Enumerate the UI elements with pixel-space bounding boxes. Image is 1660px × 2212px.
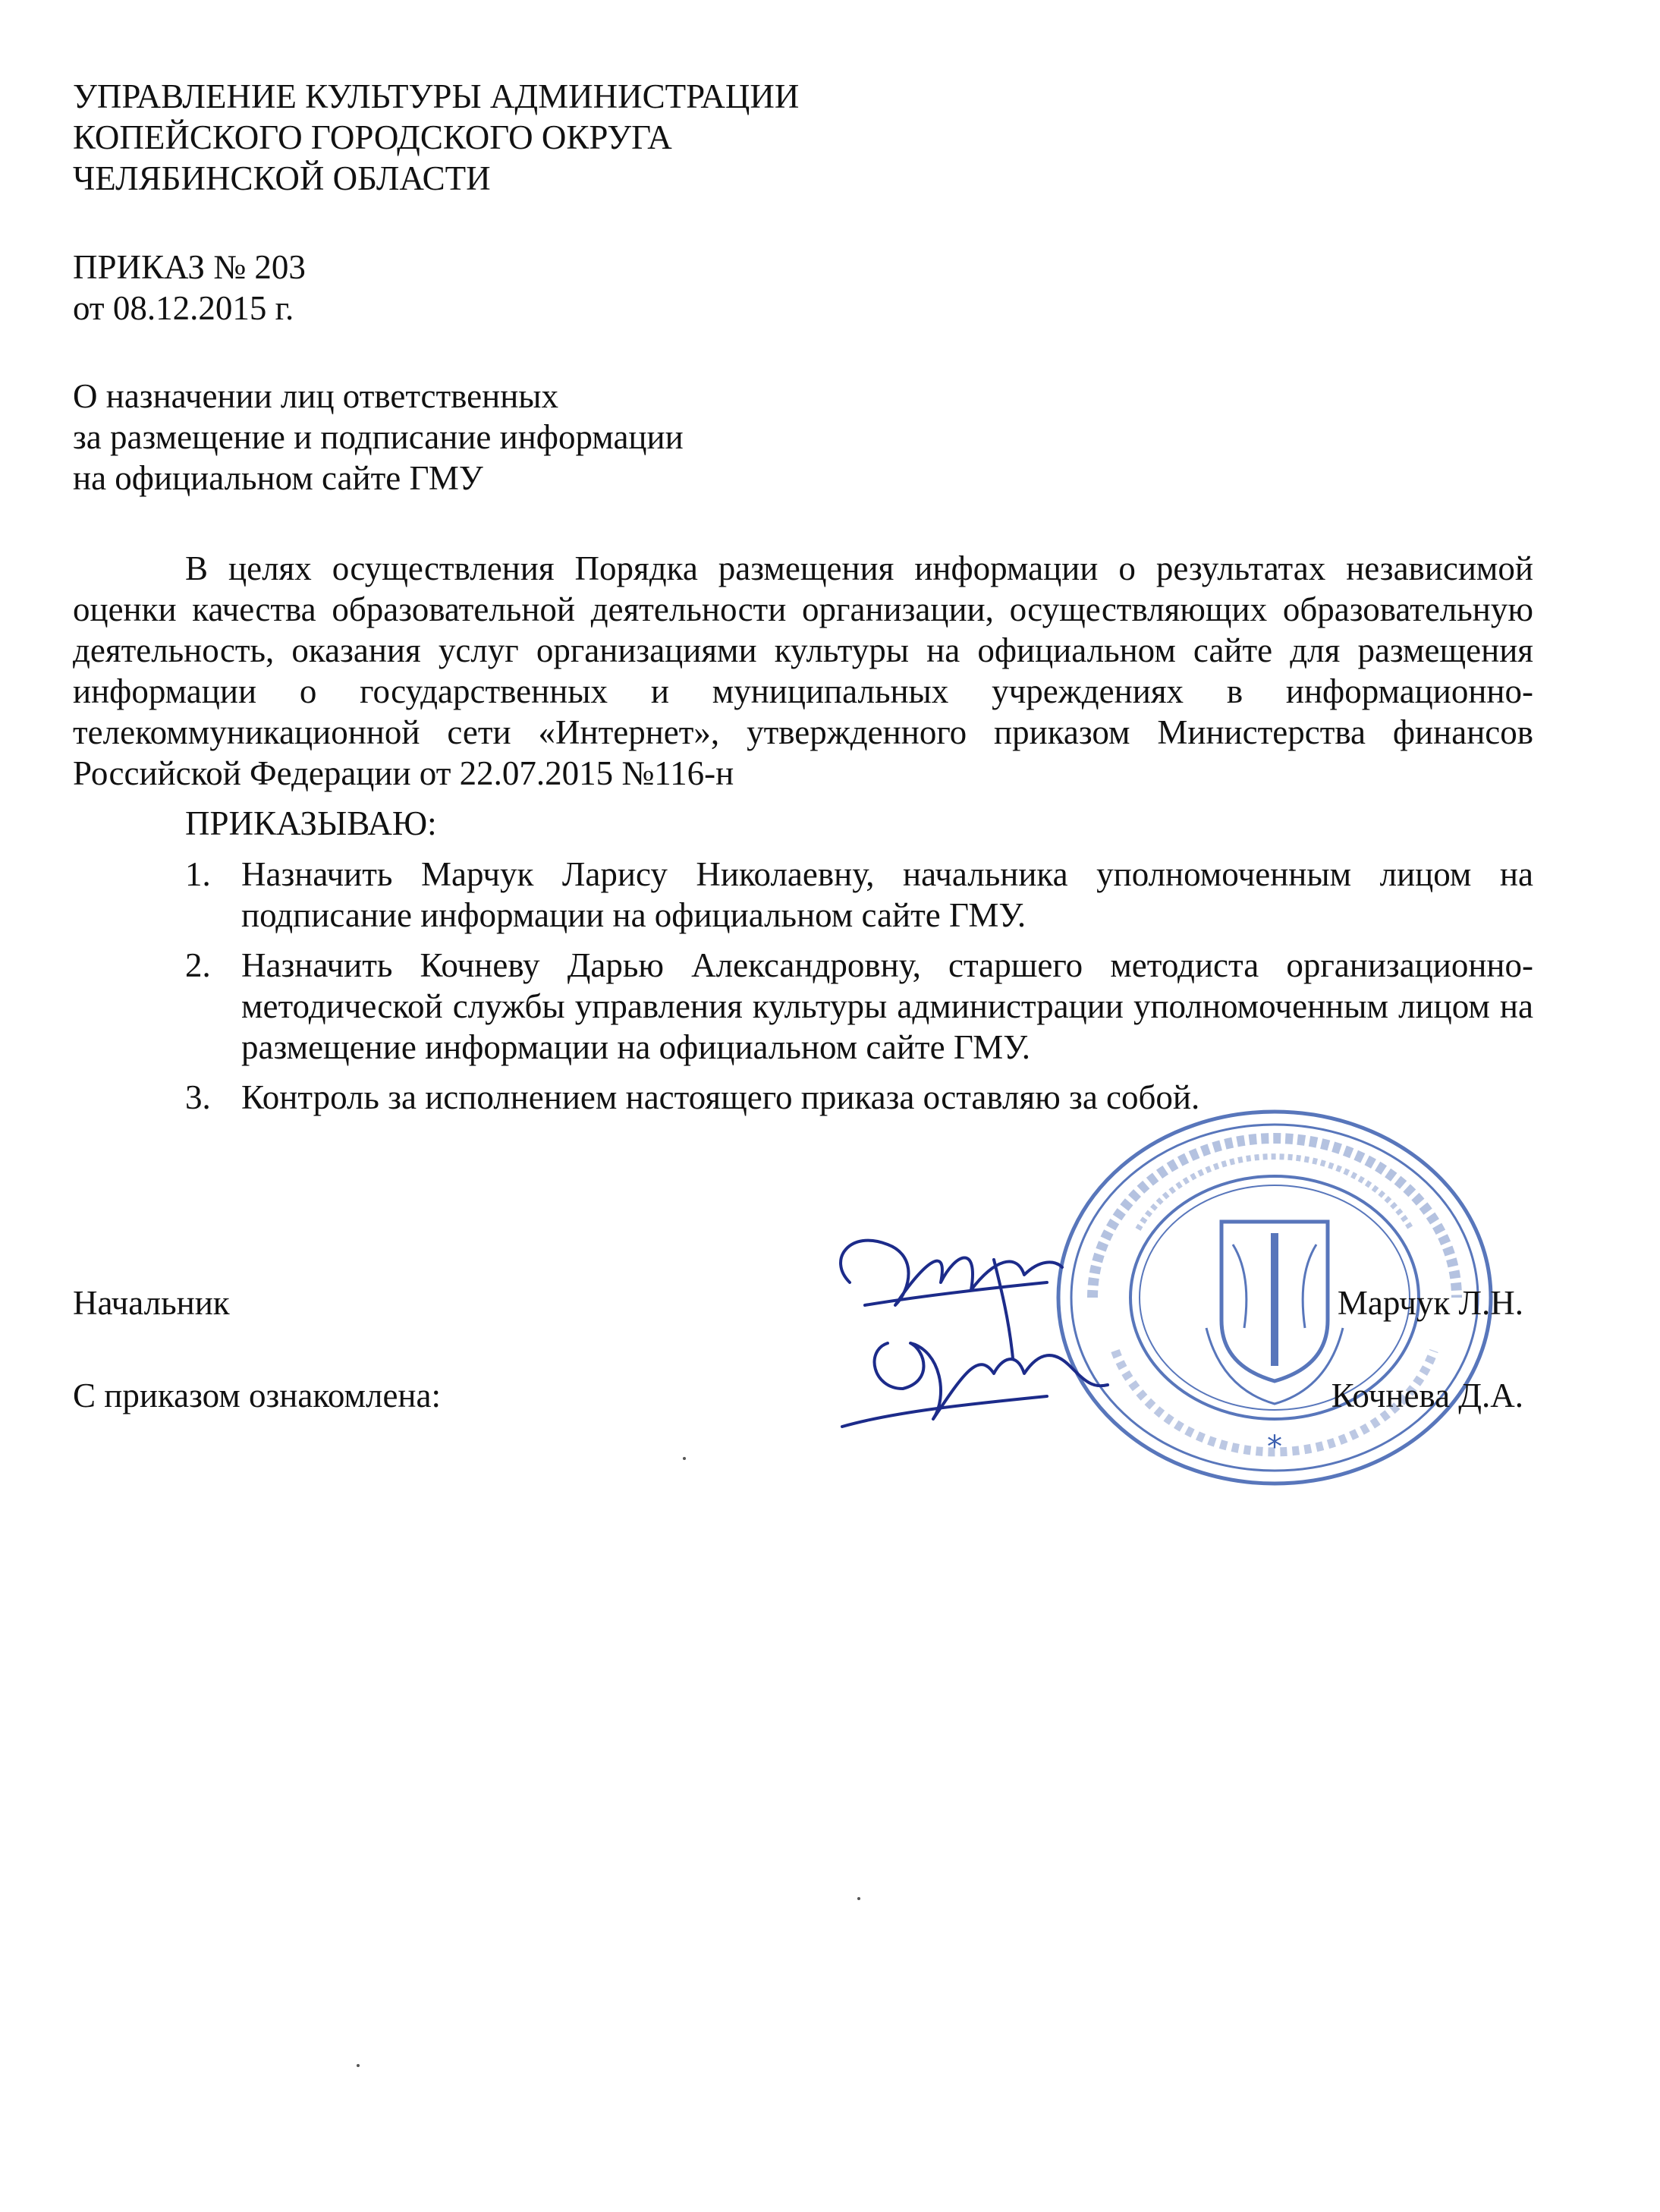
order-item-number: 3. (185, 1078, 211, 1116)
handwritten-signatures (819, 1199, 1184, 1442)
acknowledged-name: Кочнева Д.А. (1331, 1377, 1523, 1414)
order-number: ПРИКАЗ № 203 (73, 248, 306, 286)
header-line-3: ЧЕЛЯБИНСКОЙ ОБЛАСТИ (73, 159, 491, 197)
order-item-number: 1. (185, 855, 211, 893)
order-item-text: Контроль за исполнением настоящего приказа оставляю за собой. (241, 1078, 1200, 1116)
order-subject (73, 376, 684, 499)
order-date: от 08.12.2015 г. (73, 289, 294, 327)
order-items-list (73, 854, 1533, 1127)
order-verb: ПРИКАЗЫВАЮ: (185, 804, 437, 842)
subject-line-1: О назначении лиц ответственных (73, 377, 559, 415)
svg-text:*: * (1267, 1430, 1282, 1465)
head-name: Марчук Л.Н. (1337, 1284, 1523, 1322)
order-title-block (73, 247, 306, 329)
scan-speck (857, 1897, 860, 1900)
preamble-paragraph: В целях осуществления Порядка размещения информации о результатах независимой оценки качества образовательной деятельности организации, осуществляющих образовательную деятельность, оказания услуг организациями культуры на официальном сайте для размещения информации о государственных и муниципальных учреждениях в информационно-телекоммуникационной сети «Интернет», утвержденного приказом Министерства финансов Российской Федерации от 22.07.2015 №116-н (73, 549, 1533, 792)
header-line-1: УПРАВЛЕНИЕ КУЛЬТУРЫ АДМИНИСТРАЦИИ (73, 77, 800, 115)
scan-speck (357, 2064, 360, 2067)
scan-speck (683, 1457, 686, 1460)
head-position-label: Начальник (73, 1284, 230, 1322)
subject-line-2: за размещение и подписание информации (73, 418, 684, 456)
order-item-text: Назначить Марчук Ларису Николаевну, начальника уполномоченным лицом на подписание информации на официальном сайте ГМУ. (241, 855, 1533, 934)
header-line-2: КОПЕЙСКОГО ГОРОДСКОГО ОКРУГА (73, 118, 672, 156)
order-item-number: 2. (185, 946, 211, 984)
acknowledgement-label: С приказом ознакомлена: (73, 1377, 441, 1414)
order-item-2 (73, 945, 1533, 1068)
organization-header (73, 76, 799, 199)
order-item-1 (73, 854, 1533, 936)
subject-line-3: на официальном сайте ГМУ (73, 459, 483, 497)
order-item-text: Назначить Кочневу Дарью Александровну, старшего методиста организационно-методической службы управления культуры администрации уполномоченным лицом на размещение информации на официальном сайте ГМУ. (241, 946, 1533, 1066)
